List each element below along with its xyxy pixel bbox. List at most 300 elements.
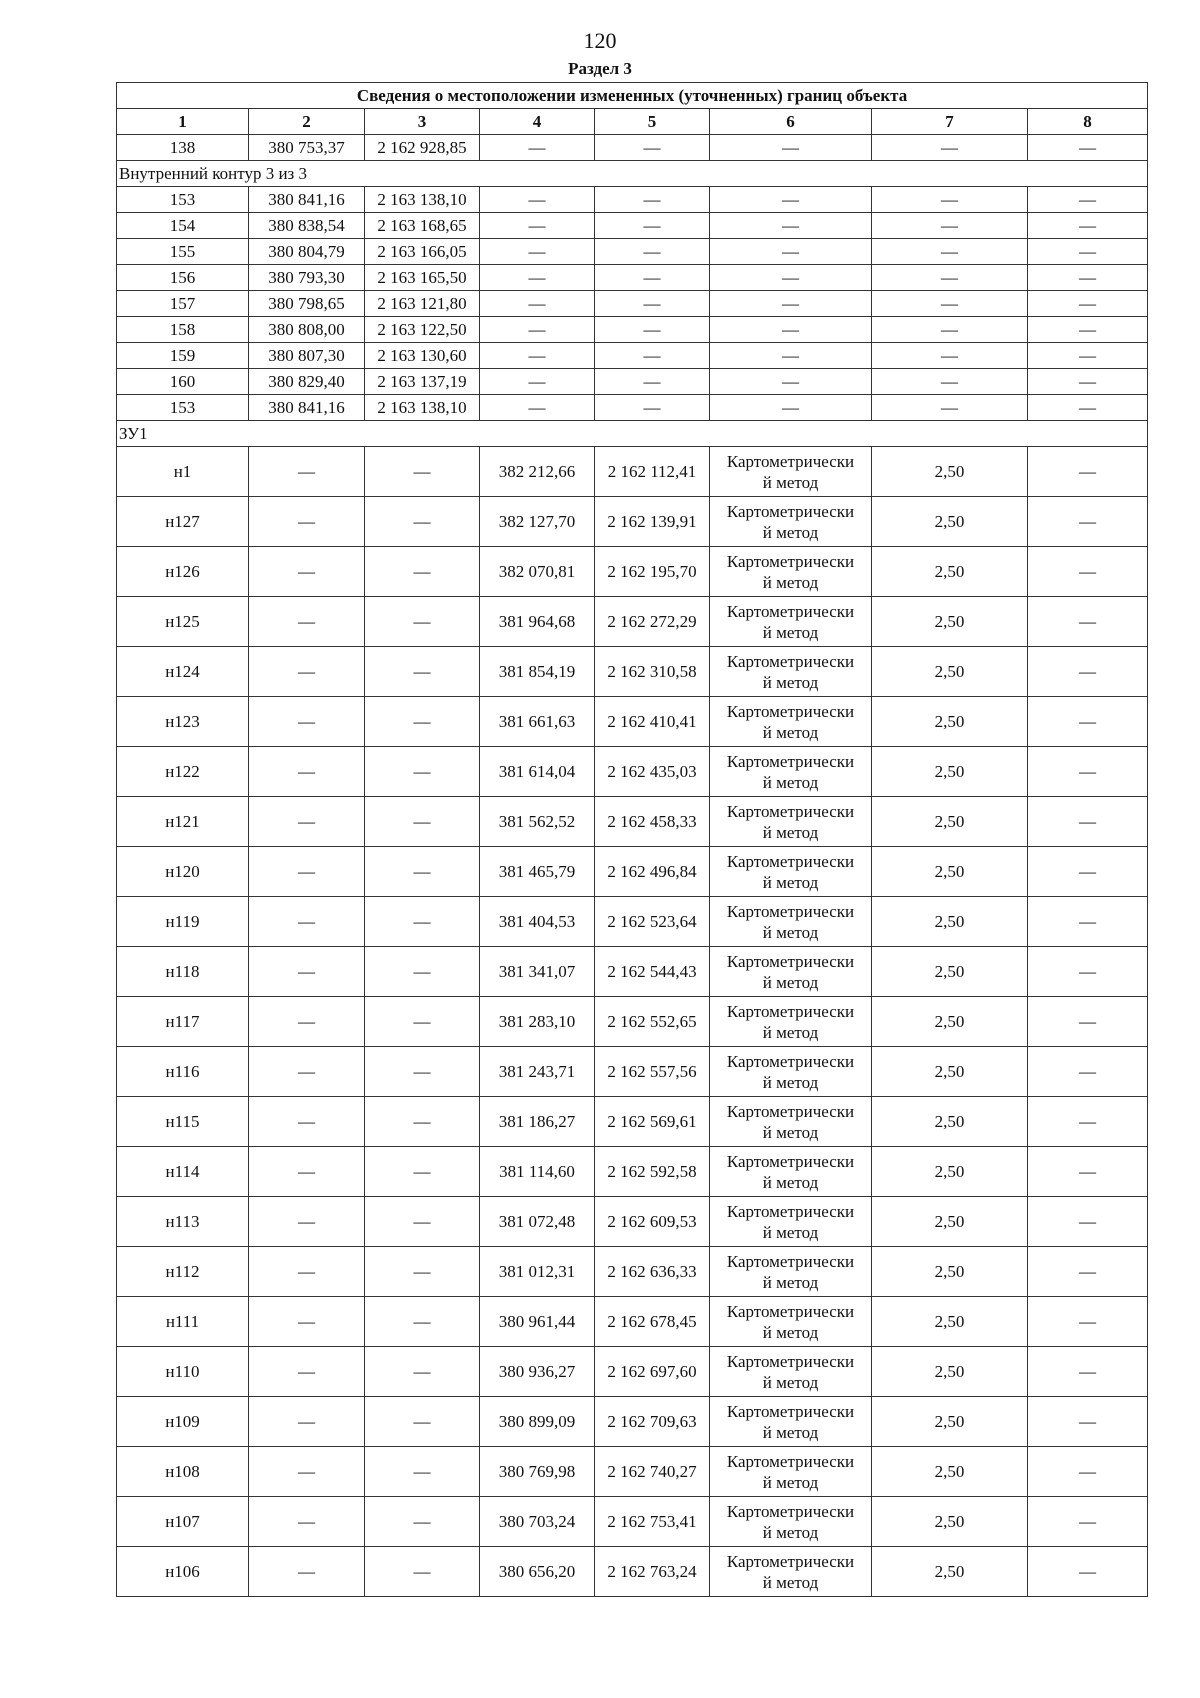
table-row xyxy=(117,847,1148,897)
empty-dash-cell: — xyxy=(1028,1297,1148,1347)
accuracy-cell: 2,50 xyxy=(872,1197,1028,1247)
column-number-5: 5 xyxy=(595,109,710,135)
method-line-2: й метод xyxy=(762,1022,819,1042)
empty-dash-cell: — xyxy=(1028,797,1148,847)
table-row xyxy=(117,1247,1148,1297)
empty-dash-cell: — xyxy=(710,317,872,343)
method-line-1: Картометрически xyxy=(726,901,855,921)
point-id-cell: н112 xyxy=(117,1247,249,1297)
empty-dash-cell: — xyxy=(1028,897,1148,947)
table-row xyxy=(117,1547,1148,1597)
empty-dash-cell: — xyxy=(365,797,480,847)
empty-dash-cell: — xyxy=(1028,1447,1148,1497)
table-row xyxy=(117,797,1148,847)
x-new-cell: 380 656,20 xyxy=(480,1547,595,1597)
table-row xyxy=(117,135,1148,161)
table-row xyxy=(117,369,1148,395)
method-line-1: Картометрически xyxy=(726,701,855,721)
method-line-1: Картометрически xyxy=(726,1001,855,1021)
empty-dash-cell: — xyxy=(249,1397,365,1447)
empty-dash-cell: — xyxy=(872,395,1028,421)
method-cell xyxy=(710,797,872,847)
empty-dash-cell: — xyxy=(365,547,480,597)
point-id-cell: 160 xyxy=(117,369,249,395)
empty-dash-cell: — xyxy=(710,265,872,291)
method-line-1: Картометрически xyxy=(726,851,855,871)
method-line-1: Картометрически xyxy=(726,601,855,621)
empty-dash-cell: — xyxy=(365,1097,480,1147)
method-line-1: Картометрически xyxy=(726,1551,855,1571)
x-old-cell: 380 793,30 xyxy=(249,265,365,291)
table-row xyxy=(117,1197,1148,1247)
empty-dash-cell: — xyxy=(365,847,480,897)
table-row xyxy=(117,265,1148,291)
accuracy-cell: 2,50 xyxy=(872,797,1028,847)
empty-dash-cell: — xyxy=(249,997,365,1047)
empty-dash-cell: — xyxy=(365,597,480,647)
point-id-cell: н114 xyxy=(117,1147,249,1197)
x-new-cell: 381 114,60 xyxy=(480,1147,595,1197)
method-line-2: й метод xyxy=(762,622,819,642)
method-cell xyxy=(710,1247,872,1297)
empty-dash-cell: — xyxy=(365,1247,480,1297)
empty-dash-cell: — xyxy=(710,239,872,265)
empty-dash-cell: — xyxy=(480,369,595,395)
accuracy-cell: 2,50 xyxy=(872,447,1028,497)
empty-dash-cell: — xyxy=(1028,265,1148,291)
empty-dash-cell: — xyxy=(480,187,595,213)
method-line-2: й метод xyxy=(762,922,819,942)
empty-dash-cell: — xyxy=(365,1297,480,1347)
empty-dash-cell: — xyxy=(365,647,480,697)
point-id-cell: н108 xyxy=(117,1447,249,1497)
x-new-cell: 380 936,27 xyxy=(480,1347,595,1397)
method-cell xyxy=(710,1497,872,1547)
method-line-1: Картометрически xyxy=(726,651,855,671)
method-line-2: й метод xyxy=(762,1272,819,1292)
method-cell xyxy=(710,1147,872,1197)
method-line-1: Картометрически xyxy=(726,451,855,471)
empty-dash-cell: — xyxy=(249,1547,365,1597)
point-id-cell: 138 xyxy=(117,135,249,161)
empty-dash-cell: — xyxy=(365,747,480,797)
empty-dash-cell: — xyxy=(1028,1547,1148,1597)
method-line-1: Картометрически xyxy=(726,551,855,571)
x-new-cell: 381 012,31 xyxy=(480,1247,595,1297)
accuracy-cell: 2,50 xyxy=(872,1097,1028,1147)
empty-dash-cell: — xyxy=(1028,395,1148,421)
empty-dash-cell: — xyxy=(480,395,595,421)
x-new-cell: 380 899,09 xyxy=(480,1397,595,1447)
y-new-cell: 2 162 496,84 xyxy=(595,847,710,897)
method-cell xyxy=(710,447,872,497)
method-line-2: й метод xyxy=(762,972,819,992)
point-id-cell: 159 xyxy=(117,343,249,369)
x-new-cell: 380 769,98 xyxy=(480,1447,595,1497)
empty-dash-cell: — xyxy=(1028,343,1148,369)
point-id-cell: 158 xyxy=(117,317,249,343)
empty-dash-cell: — xyxy=(249,847,365,897)
x-new-cell: 381 964,68 xyxy=(480,597,595,647)
page-number: 120 xyxy=(583,28,617,53)
empty-dash-cell: — xyxy=(595,343,710,369)
x-old-cell: 380 807,30 xyxy=(249,343,365,369)
method-line-2: й метод xyxy=(762,1172,819,1192)
accuracy-cell: 2,50 xyxy=(872,947,1028,997)
empty-dash-cell: — xyxy=(249,797,365,847)
boundary-coordinates-table xyxy=(116,82,1148,1597)
empty-dash-cell: — xyxy=(595,135,710,161)
empty-dash-cell: — xyxy=(1028,747,1148,797)
empty-dash-cell: — xyxy=(249,1047,365,1097)
method-cell xyxy=(710,897,872,947)
method-cell xyxy=(710,697,872,747)
empty-dash-cell: — xyxy=(249,1247,365,1297)
empty-dash-cell: — xyxy=(710,291,872,317)
y-new-cell: 2 162 523,64 xyxy=(595,897,710,947)
empty-dash-cell: — xyxy=(872,239,1028,265)
table-row xyxy=(117,1347,1148,1397)
accuracy-cell: 2,50 xyxy=(872,1347,1028,1397)
empty-dash-cell: — xyxy=(710,187,872,213)
x-new-cell: 381 854,19 xyxy=(480,647,595,697)
empty-dash-cell: — xyxy=(249,1147,365,1197)
method-line-2: й метод xyxy=(762,522,819,542)
y-new-cell: 2 162 195,70 xyxy=(595,547,710,597)
empty-dash-cell: — xyxy=(1028,1147,1148,1197)
column-number-2: 2 xyxy=(249,109,365,135)
x-new-cell: 381 283,10 xyxy=(480,997,595,1047)
method-line-2: й метод xyxy=(762,1322,819,1342)
table-row xyxy=(117,447,1148,497)
method-line-2: й метод xyxy=(762,1522,819,1542)
y-new-cell: 2 162 569,61 xyxy=(595,1097,710,1147)
accuracy-cell: 2,50 xyxy=(872,647,1028,697)
method-cell xyxy=(710,1347,872,1397)
empty-dash-cell: — xyxy=(365,1347,480,1397)
x-old-cell: 380 829,40 xyxy=(249,369,365,395)
point-id-cell: 153 xyxy=(117,187,249,213)
method-cell xyxy=(710,947,872,997)
empty-dash-cell: — xyxy=(365,897,480,947)
empty-dash-cell: — xyxy=(1028,497,1148,547)
empty-dash-cell: — xyxy=(872,265,1028,291)
empty-dash-cell: — xyxy=(480,135,595,161)
x-new-cell: 381 243,71 xyxy=(480,1047,595,1097)
column-number-6: 6 xyxy=(710,109,872,135)
empty-dash-cell: — xyxy=(249,1197,365,1247)
method-line-2: й метод xyxy=(762,1572,819,1592)
method-cell xyxy=(710,1097,872,1147)
table-row xyxy=(117,1497,1148,1547)
point-id-cell: н109 xyxy=(117,1397,249,1447)
empty-dash-cell: — xyxy=(1028,291,1148,317)
empty-dash-cell: — xyxy=(480,213,595,239)
empty-dash-cell: — xyxy=(595,369,710,395)
accuracy-cell: 2,50 xyxy=(872,1497,1028,1547)
method-line-1: Картометрически xyxy=(726,1301,855,1321)
y-new-cell: 2 162 310,58 xyxy=(595,647,710,697)
y-new-cell: 2 162 458,33 xyxy=(595,797,710,847)
empty-dash-cell: — xyxy=(365,947,480,997)
y-new-cell: 2 162 636,33 xyxy=(595,1247,710,1297)
empty-dash-cell: — xyxy=(365,497,480,547)
table-row xyxy=(117,239,1148,265)
method-line-2: й метод xyxy=(762,872,819,892)
point-id-cell: н116 xyxy=(117,1047,249,1097)
method-line-1: Картометрически xyxy=(726,1201,855,1221)
empty-dash-cell: — xyxy=(249,1297,365,1347)
method-line-1: Картометрически xyxy=(726,1401,855,1421)
empty-dash-cell: — xyxy=(595,239,710,265)
empty-dash-cell: — xyxy=(249,447,365,497)
column-number-7: 7 xyxy=(872,109,1028,135)
point-id-cell: 154 xyxy=(117,213,249,239)
accuracy-cell: 2,50 xyxy=(872,1397,1028,1447)
section-title: Раздел 3 xyxy=(568,59,632,78)
empty-dash-cell: — xyxy=(480,291,595,317)
table-caption-row xyxy=(117,83,1148,109)
y-old-cell: 2 163 165,50 xyxy=(365,265,480,291)
y-old-cell: 2 163 166,05 xyxy=(365,239,480,265)
point-id-cell: н119 xyxy=(117,897,249,947)
empty-dash-cell: — xyxy=(365,997,480,1047)
point-id-cell: н107 xyxy=(117,1497,249,1547)
point-id-cell: н124 xyxy=(117,647,249,697)
accuracy-cell: 2,50 xyxy=(872,997,1028,1047)
x-old-cell: 380 804,79 xyxy=(249,239,365,265)
method-line-1: Картометрически xyxy=(726,1451,855,1471)
column-number-1: 1 xyxy=(117,109,249,135)
empty-dash-cell: — xyxy=(595,317,710,343)
method-line-1: Картометрически xyxy=(726,1101,855,1121)
empty-dash-cell: — xyxy=(710,135,872,161)
method-line-1: Картометрически xyxy=(726,1151,855,1171)
empty-dash-cell: — xyxy=(1028,1397,1148,1447)
empty-dash-cell: — xyxy=(1028,597,1148,647)
x-old-cell: 380 798,65 xyxy=(249,291,365,317)
empty-dash-cell: — xyxy=(1028,1247,1148,1297)
table-row xyxy=(117,1047,1148,1097)
method-line-1: Картометрически xyxy=(726,1501,855,1521)
method-line-2: й метод xyxy=(762,472,819,492)
y-new-cell: 2 162 753,41 xyxy=(595,1497,710,1547)
empty-dash-cell: — xyxy=(1028,187,1148,213)
y-new-cell: 2 162 557,56 xyxy=(595,1047,710,1097)
x-new-cell: 381 465,79 xyxy=(480,847,595,897)
method-line-2: й метод xyxy=(762,1372,819,1392)
method-line-1: Картометрически xyxy=(726,751,855,771)
empty-dash-cell: — xyxy=(1028,647,1148,697)
x-new-cell: 381 341,07 xyxy=(480,947,595,997)
table-row xyxy=(117,1147,1148,1197)
empty-dash-cell: — xyxy=(365,1547,480,1597)
method-line-1: Картометрически xyxy=(726,1351,855,1371)
empty-dash-cell: — xyxy=(480,317,595,343)
empty-dash-cell: — xyxy=(872,317,1028,343)
table-row xyxy=(117,747,1148,797)
x-old-cell: 380 841,16 xyxy=(249,395,365,421)
empty-dash-cell: — xyxy=(595,213,710,239)
y-new-cell: 2 162 740,27 xyxy=(595,1447,710,1497)
empty-dash-cell: — xyxy=(249,1347,365,1397)
table-row xyxy=(117,647,1148,697)
empty-dash-cell: — xyxy=(480,265,595,291)
point-id-cell: н125 xyxy=(117,597,249,647)
point-id-cell: 153 xyxy=(117,395,249,421)
y-old-cell: 2 163 130,60 xyxy=(365,343,480,369)
empty-dash-cell: — xyxy=(595,187,710,213)
method-line-1: Картометрически xyxy=(726,1251,855,1271)
y-old-cell: 2 163 138,10 xyxy=(365,187,480,213)
empty-dash-cell: — xyxy=(1028,239,1148,265)
y-old-cell: 2 163 168,65 xyxy=(365,213,480,239)
method-line-2: й метод xyxy=(762,1422,819,1442)
x-new-cell: 382 212,66 xyxy=(480,447,595,497)
table-row xyxy=(117,1447,1148,1497)
x-old-cell: 380 808,00 xyxy=(249,317,365,343)
y-old-cell: 2 162 928,85 xyxy=(365,135,480,161)
method-cell xyxy=(710,547,872,597)
x-new-cell: 382 070,81 xyxy=(480,547,595,597)
point-id-cell: 156 xyxy=(117,265,249,291)
empty-dash-cell: — xyxy=(1028,1347,1148,1397)
method-line-1: Картометрически xyxy=(726,1051,855,1071)
x-new-cell: 381 562,52 xyxy=(480,797,595,847)
empty-dash-cell: — xyxy=(1028,947,1148,997)
y-new-cell: 2 162 410,41 xyxy=(595,697,710,747)
accuracy-cell: 2,50 xyxy=(872,747,1028,797)
table-row xyxy=(117,897,1148,947)
empty-dash-cell: — xyxy=(872,213,1028,239)
y-new-cell: 2 162 139,91 xyxy=(595,497,710,547)
column-number-4: 4 xyxy=(480,109,595,135)
method-line-1: Картометрически xyxy=(726,951,855,971)
empty-dash-cell: — xyxy=(249,497,365,547)
table-row xyxy=(117,497,1148,547)
y-new-cell: 2 162 709,63 xyxy=(595,1397,710,1447)
table-row xyxy=(117,1297,1148,1347)
point-id-cell: н106 xyxy=(117,1547,249,1597)
method-cell xyxy=(710,1197,872,1247)
method-cell xyxy=(710,997,872,1047)
empty-dash-cell: — xyxy=(365,1447,480,1497)
empty-dash-cell: — xyxy=(595,291,710,317)
y-new-cell: 2 162 552,65 xyxy=(595,997,710,1047)
empty-dash-cell: — xyxy=(249,1447,365,1497)
method-line-2: й метод xyxy=(762,672,819,692)
empty-dash-cell: — xyxy=(1028,213,1148,239)
point-id-cell: н113 xyxy=(117,1197,249,1247)
y-new-cell: 2 162 112,41 xyxy=(595,447,710,497)
empty-dash-cell: — xyxy=(1028,447,1148,497)
y-old-cell: 2 163 137,19 xyxy=(365,369,480,395)
empty-dash-cell: — xyxy=(249,1497,365,1547)
table-row xyxy=(117,291,1148,317)
table-row xyxy=(117,597,1148,647)
table-row xyxy=(117,997,1148,1047)
empty-dash-cell: — xyxy=(249,597,365,647)
y-new-cell: 2 162 678,45 xyxy=(595,1297,710,1347)
method-line-1: Картометрически xyxy=(726,801,855,821)
x-new-cell: 381 404,53 xyxy=(480,897,595,947)
method-line-2: й метод xyxy=(762,572,819,592)
method-cell xyxy=(710,1547,872,1597)
empty-dash-cell: — xyxy=(710,369,872,395)
empty-dash-cell: — xyxy=(595,265,710,291)
empty-dash-cell: — xyxy=(365,1497,480,1547)
table-row xyxy=(117,317,1148,343)
accuracy-cell: 2,50 xyxy=(872,1247,1028,1297)
empty-dash-cell: — xyxy=(249,1097,365,1147)
x-new-cell: 381 072,48 xyxy=(480,1197,595,1247)
x-old-cell: 380 841,16 xyxy=(249,187,365,213)
method-cell xyxy=(710,597,872,647)
method-cell xyxy=(710,497,872,547)
table-row xyxy=(117,187,1148,213)
parcel-label: ЗУ1 xyxy=(117,421,1148,447)
method-cell xyxy=(710,1297,872,1347)
empty-dash-cell: — xyxy=(365,1397,480,1447)
empty-dash-cell: — xyxy=(365,1147,480,1197)
empty-dash-cell: — xyxy=(872,135,1028,161)
method-line-2: й метод xyxy=(762,1072,819,1092)
method-line-2: й метод xyxy=(762,1222,819,1242)
point-id-cell: н1 xyxy=(117,447,249,497)
empty-dash-cell: — xyxy=(1028,135,1148,161)
empty-dash-cell: — xyxy=(1028,1497,1148,1547)
column-number-8: 8 xyxy=(1028,109,1148,135)
y-old-cell: 2 163 138,10 xyxy=(365,395,480,421)
empty-dash-cell: — xyxy=(872,343,1028,369)
point-id-cell: н115 xyxy=(117,1097,249,1147)
empty-dash-cell: — xyxy=(872,291,1028,317)
point-id-cell: н111 xyxy=(117,1297,249,1347)
method-cell xyxy=(710,647,872,697)
method-line-2: й метод xyxy=(762,822,819,842)
point-id-cell: 155 xyxy=(117,239,249,265)
point-id-cell: н117 xyxy=(117,997,249,1047)
method-cell xyxy=(710,1397,872,1447)
y-new-cell: 2 162 763,24 xyxy=(595,1547,710,1597)
accuracy-cell: 2,50 xyxy=(872,897,1028,947)
point-id-cell: н110 xyxy=(117,1347,249,1397)
y-old-cell: 2 163 121,80 xyxy=(365,291,480,317)
table-row xyxy=(117,1097,1148,1147)
point-id-cell: н126 xyxy=(117,547,249,597)
empty-dash-cell: — xyxy=(1028,1197,1148,1247)
contour-label: Внутренний контур 3 из 3 xyxy=(117,161,1148,187)
empty-dash-cell: — xyxy=(710,213,872,239)
empty-dash-cell: — xyxy=(595,395,710,421)
x-new-cell: 381 661,63 xyxy=(480,697,595,747)
empty-dash-cell: — xyxy=(365,1047,480,1097)
accuracy-cell: 2,50 xyxy=(872,1147,1028,1197)
table-row xyxy=(117,947,1148,997)
accuracy-cell: 2,50 xyxy=(872,1297,1028,1347)
method-cell xyxy=(710,747,872,797)
empty-dash-cell: — xyxy=(249,947,365,997)
point-id-cell: н127 xyxy=(117,497,249,547)
empty-dash-cell: — xyxy=(1028,317,1148,343)
table-row xyxy=(117,343,1148,369)
y-new-cell: 2 162 697,60 xyxy=(595,1347,710,1397)
empty-dash-cell: — xyxy=(365,447,480,497)
column-number-row xyxy=(117,109,1148,135)
accuracy-cell: 2,50 xyxy=(872,1547,1028,1597)
point-id-cell: н123 xyxy=(117,697,249,747)
empty-dash-cell: — xyxy=(365,697,480,747)
